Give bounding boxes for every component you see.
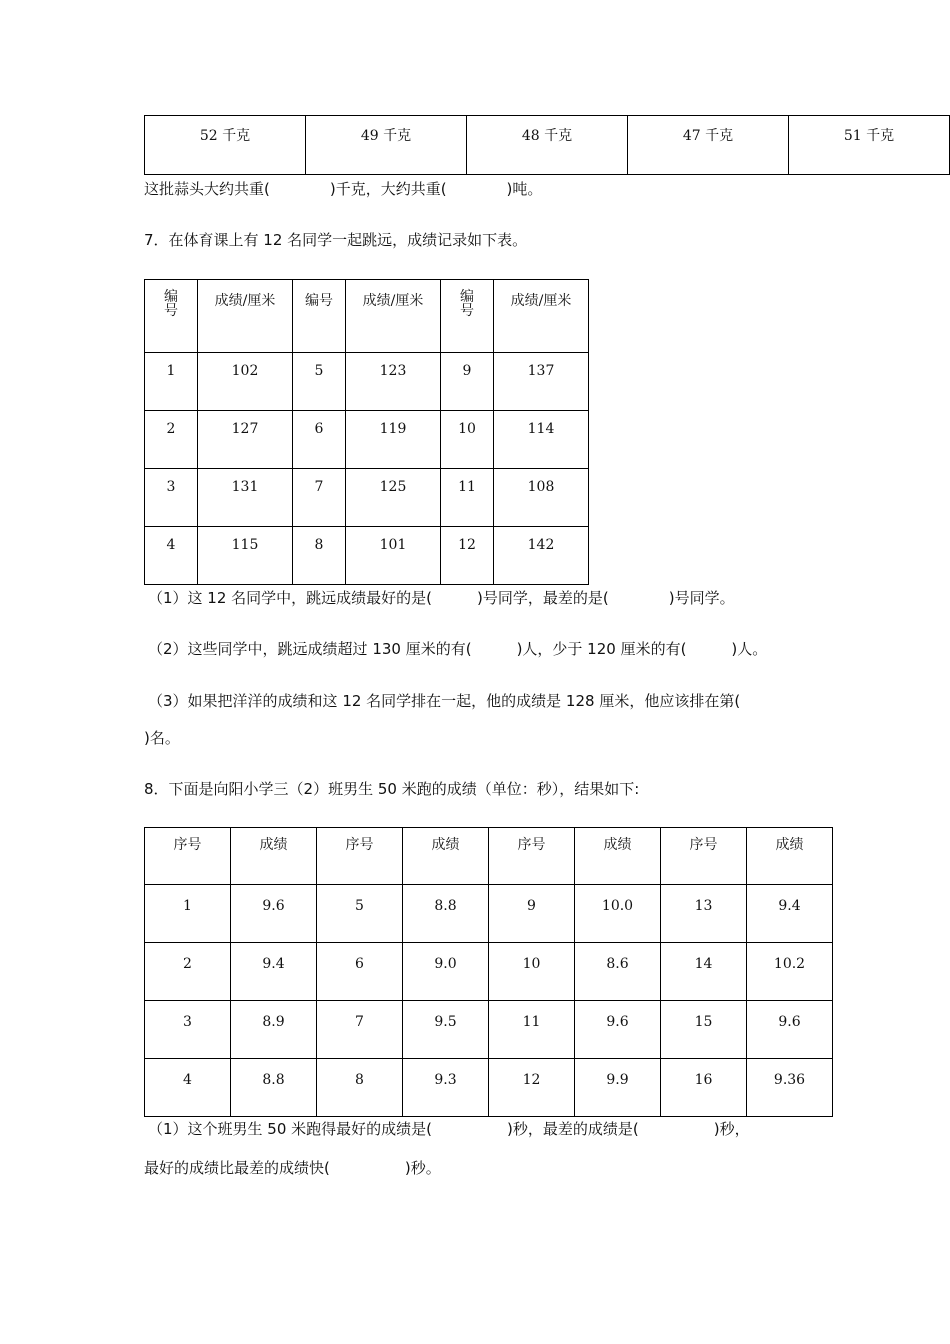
table-header-cell [145,280,198,353]
table-cell: 131 [198,469,293,527]
table-cell: 49 千克 [306,116,467,175]
table-header-cell: 序号 [661,828,747,885]
table-cell: 6 [293,411,346,469]
table-cell: 1 [145,353,198,411]
table-cell: 127 [198,411,293,469]
q6-answer-line: 这批蒜头大约共重( )千克，大约共重( )吨。 [144,180,543,198]
q7-sub3-line2: )名。 [144,729,180,747]
table-cell: 13 [661,885,747,943]
table-cell: 9.6 [231,885,317,943]
table-row [145,527,589,585]
table-cell: 48 千克 [467,116,628,175]
table-cell: 9.6 [747,1001,833,1059]
table-cell: 142 [494,527,589,585]
table-cell: 6 [317,943,403,1001]
table-cell: 119 [346,411,441,469]
table-cell: 4 [145,527,198,585]
q7-sub2: （2）这些同学中，跳远成绩超过 130 厘米的有( )人，少于 120 厘米的有( )人。 [148,640,768,658]
table-cell: 8.9 [231,1001,317,1059]
table-cell: 123 [346,353,441,411]
id-header: 编 号 [164,289,178,319]
table-header-cell: 成绩 [747,828,833,885]
table-row [145,353,589,411]
q7-title: 7．在体育课上有 12 名同学一起跳远，成绩记录如下表。 [144,231,528,249]
table-cell: 9.4 [747,885,833,943]
table-cell: 7 [317,1001,403,1059]
table-row [145,885,833,943]
table-cell: 125 [346,469,441,527]
table-header-cell: 编号 [293,280,346,353]
table-cell: 9.6 [575,1001,661,1059]
table-header-cell: 序号 [489,828,575,885]
table-cell: 15 [661,1001,747,1059]
table-cell: 2 [145,411,198,469]
table-cell: 47 千克 [628,116,789,175]
table-cell: 8 [317,1059,403,1117]
table-cell: 9 [441,353,494,411]
id-header: 编 号 [460,289,474,319]
table-header-row [145,828,833,885]
table-cell: 9 [489,885,575,943]
q8-sub1-line1: （1）这个班男生 50 米跑得最好的成绩是( )秒，最差的成绩是( )秒， [148,1120,750,1138]
table-cell: 115 [198,527,293,585]
q8-sub1-line2: 最好的成绩比最差的成绩快( )秒。 [144,1159,441,1177]
table-cell: 8.8 [231,1059,317,1117]
table-header-cell: 序号 [145,828,231,885]
table-cell: 11 [441,469,494,527]
table-cell: 114 [494,411,589,469]
table-cell: 52 千克 [145,116,306,175]
table-cell: 10.2 [747,943,833,1001]
table-row [145,411,589,469]
table-row [145,469,589,527]
q7-sub3-line1: （3）如果把洋洋的成绩和这 12 名同学排在一起，他的成绩是 128 厘米，他应该排在第( [148,692,741,710]
table-cell: 4 [145,1059,231,1117]
table-header-cell: 成绩/厘米 [494,280,589,353]
table-cell: 9.0 [403,943,489,1001]
weights-table [144,115,950,175]
table-header-row [145,280,589,353]
table-cell: 137 [494,353,589,411]
long-jump-table [144,279,589,585]
table-cell: 5 [293,353,346,411]
table-row [145,116,950,175]
table-cell: 12 [489,1059,575,1117]
table-row [145,1001,833,1059]
table-header-cell [441,280,494,353]
table-cell: 9.5 [403,1001,489,1059]
table-header-cell: 成绩/厘米 [198,280,293,353]
table-cell: 9.9 [575,1059,661,1117]
table-cell: 10 [441,411,494,469]
table-cell: 51 千克 [789,116,950,175]
table-cell: 3 [145,469,198,527]
table-cell: 10.0 [575,885,661,943]
table-cell: 102 [198,353,293,411]
table-header-cell: 序号 [317,828,403,885]
table-cell: 7 [293,469,346,527]
table-cell: 11 [489,1001,575,1059]
q8-title: 8．下面是向阳小学三（2）班男生 50 米跑的成绩（单位：秒），结果如下: [144,780,640,798]
table-header-cell: 成绩/厘米 [346,280,441,353]
q7-sub1: （1）这 12 名同学中，跳远成绩最好的是( )号同学，最差的是( )号同学。 [148,589,735,607]
table-cell: 1 [145,885,231,943]
table-cell: 8.6 [575,943,661,1001]
table-cell: 16 [661,1059,747,1117]
table-cell: 8.8 [403,885,489,943]
table-cell: 2 [145,943,231,1001]
table-cell: 101 [346,527,441,585]
table-cell: 12 [441,527,494,585]
table-header-cell: 成绩 [231,828,317,885]
sprint-table [144,827,833,1117]
table-row [145,1059,833,1117]
table-header-cell: 成绩 [403,828,489,885]
table-cell: 10 [489,943,575,1001]
table-cell: 9.3 [403,1059,489,1117]
table-cell: 108 [494,469,589,527]
table-header-cell: 成绩 [575,828,661,885]
table-cell: 3 [145,1001,231,1059]
table-row [145,943,833,1001]
table-cell: 5 [317,885,403,943]
table-cell: 14 [661,943,747,1001]
table-cell: 8 [293,527,346,585]
table-cell: 9.4 [231,943,317,1001]
table-cell: 9.36 [747,1059,833,1117]
